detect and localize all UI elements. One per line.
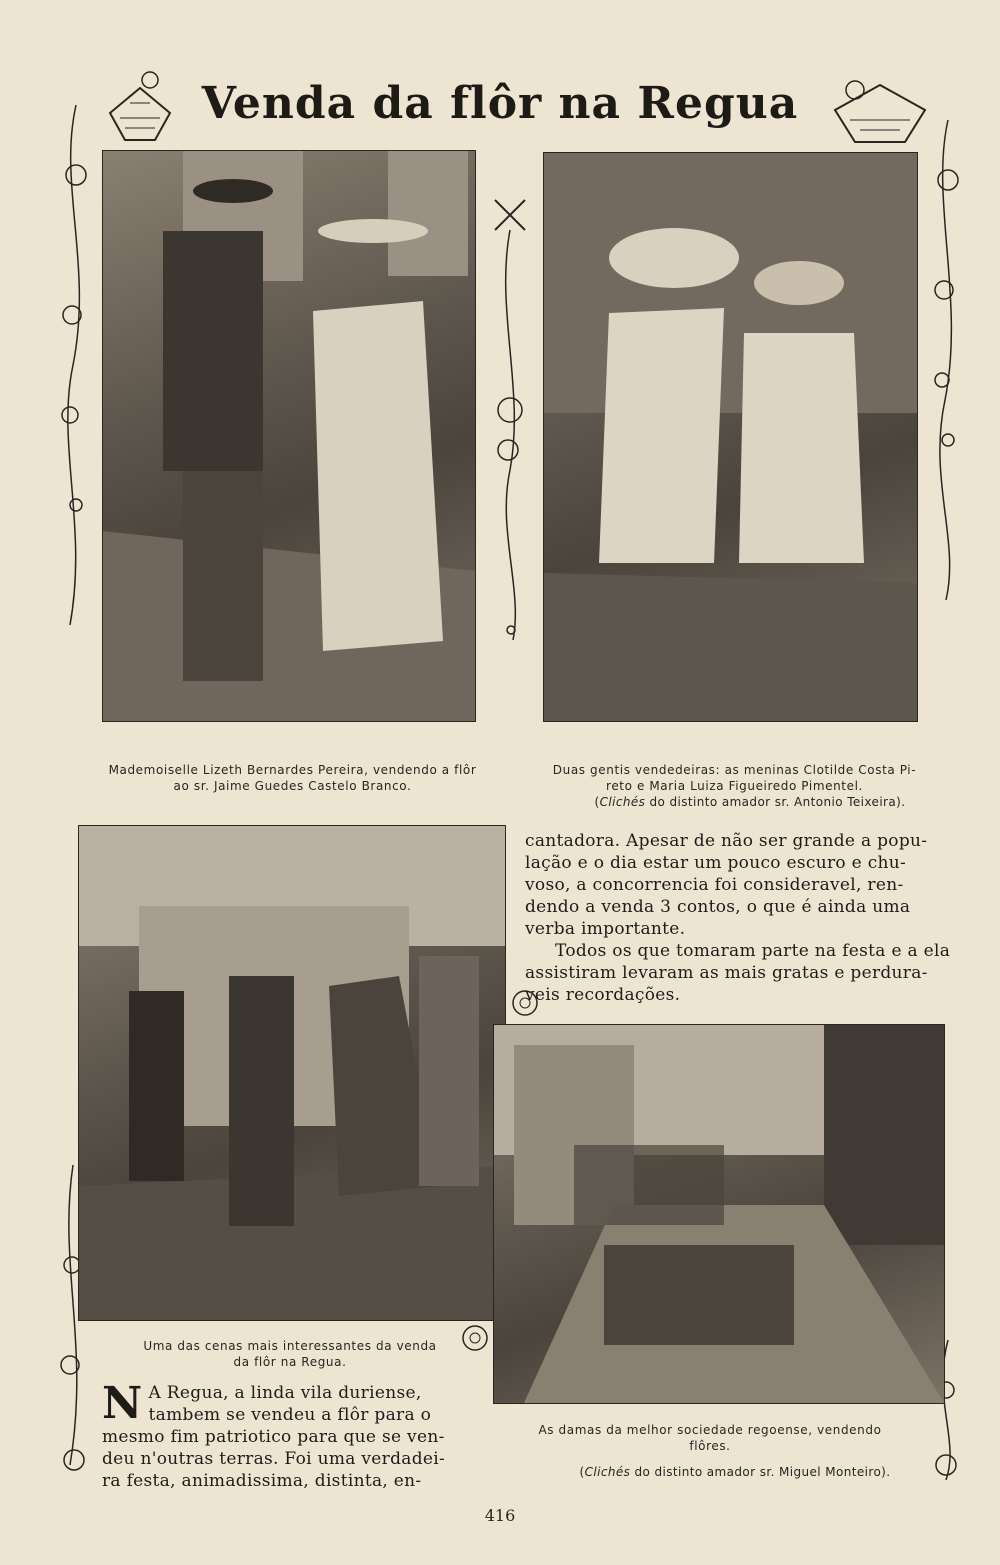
photo-credit: (Clichés do distinto amador sr. Antonio Teixeira). bbox=[594, 795, 906, 809]
center-vine-ornament bbox=[475, 190, 545, 650]
page-title: Venda da flôr na Regua bbox=[201, 78, 799, 129]
page-number: 416 bbox=[484, 1506, 516, 1525]
photo-caption: Duas gentis vendedeiras: as meninas Clotilde Costa Pi- reto e Maria Luiza Figueiredo Pimentel. bbox=[552, 763, 917, 793]
photo-credit: (Clichés do distinto amador sr. Miguel Monteiro). bbox=[579, 1465, 891, 1479]
photo-caption: Mademoiselle Lizeth Bernardes Pereira, vendendo a flôr ao sr. Jaime Guedes Castelo Branco. bbox=[108, 763, 477, 793]
photo-street-scene-flower-sale bbox=[78, 825, 506, 1321]
photo-ladies-selling-flowers-street bbox=[493, 1024, 945, 1404]
article-left-column: N A Regua, a linda vila duriense, tambem se vendeu a flôr para o mesmo fim patriotico para que se ven- deu n'outras terras. Foi uma verdadei- ra festa, animadissima, distinta, en- bbox=[102, 1378, 446, 1491]
article-right-column: cantadora. Apesar de não ser grande a popu- lação e o dia estar um pouco escuro e chu- voso, a concorrencia foi consideravel, ren- dendo a venda 3 contos, o que é ainda uma verba importante. Todos os que tomaram parte na festa e a ela assistiram levaram as mais gratas e perdura- veis recordações. bbox=[525, 831, 951, 1005]
photo-flower-seller-with-gentleman bbox=[102, 150, 476, 722]
photo-caption: Uma das cenas mais interessantes da venda da flôr na Regua. bbox=[143, 1339, 437, 1369]
photo-caption: As damas da melhor sociedade regoense, vendendo flôres. bbox=[538, 1423, 882, 1453]
drop-cap: N bbox=[102, 1378, 143, 1429]
photo-two-girl-vendors bbox=[543, 152, 918, 722]
